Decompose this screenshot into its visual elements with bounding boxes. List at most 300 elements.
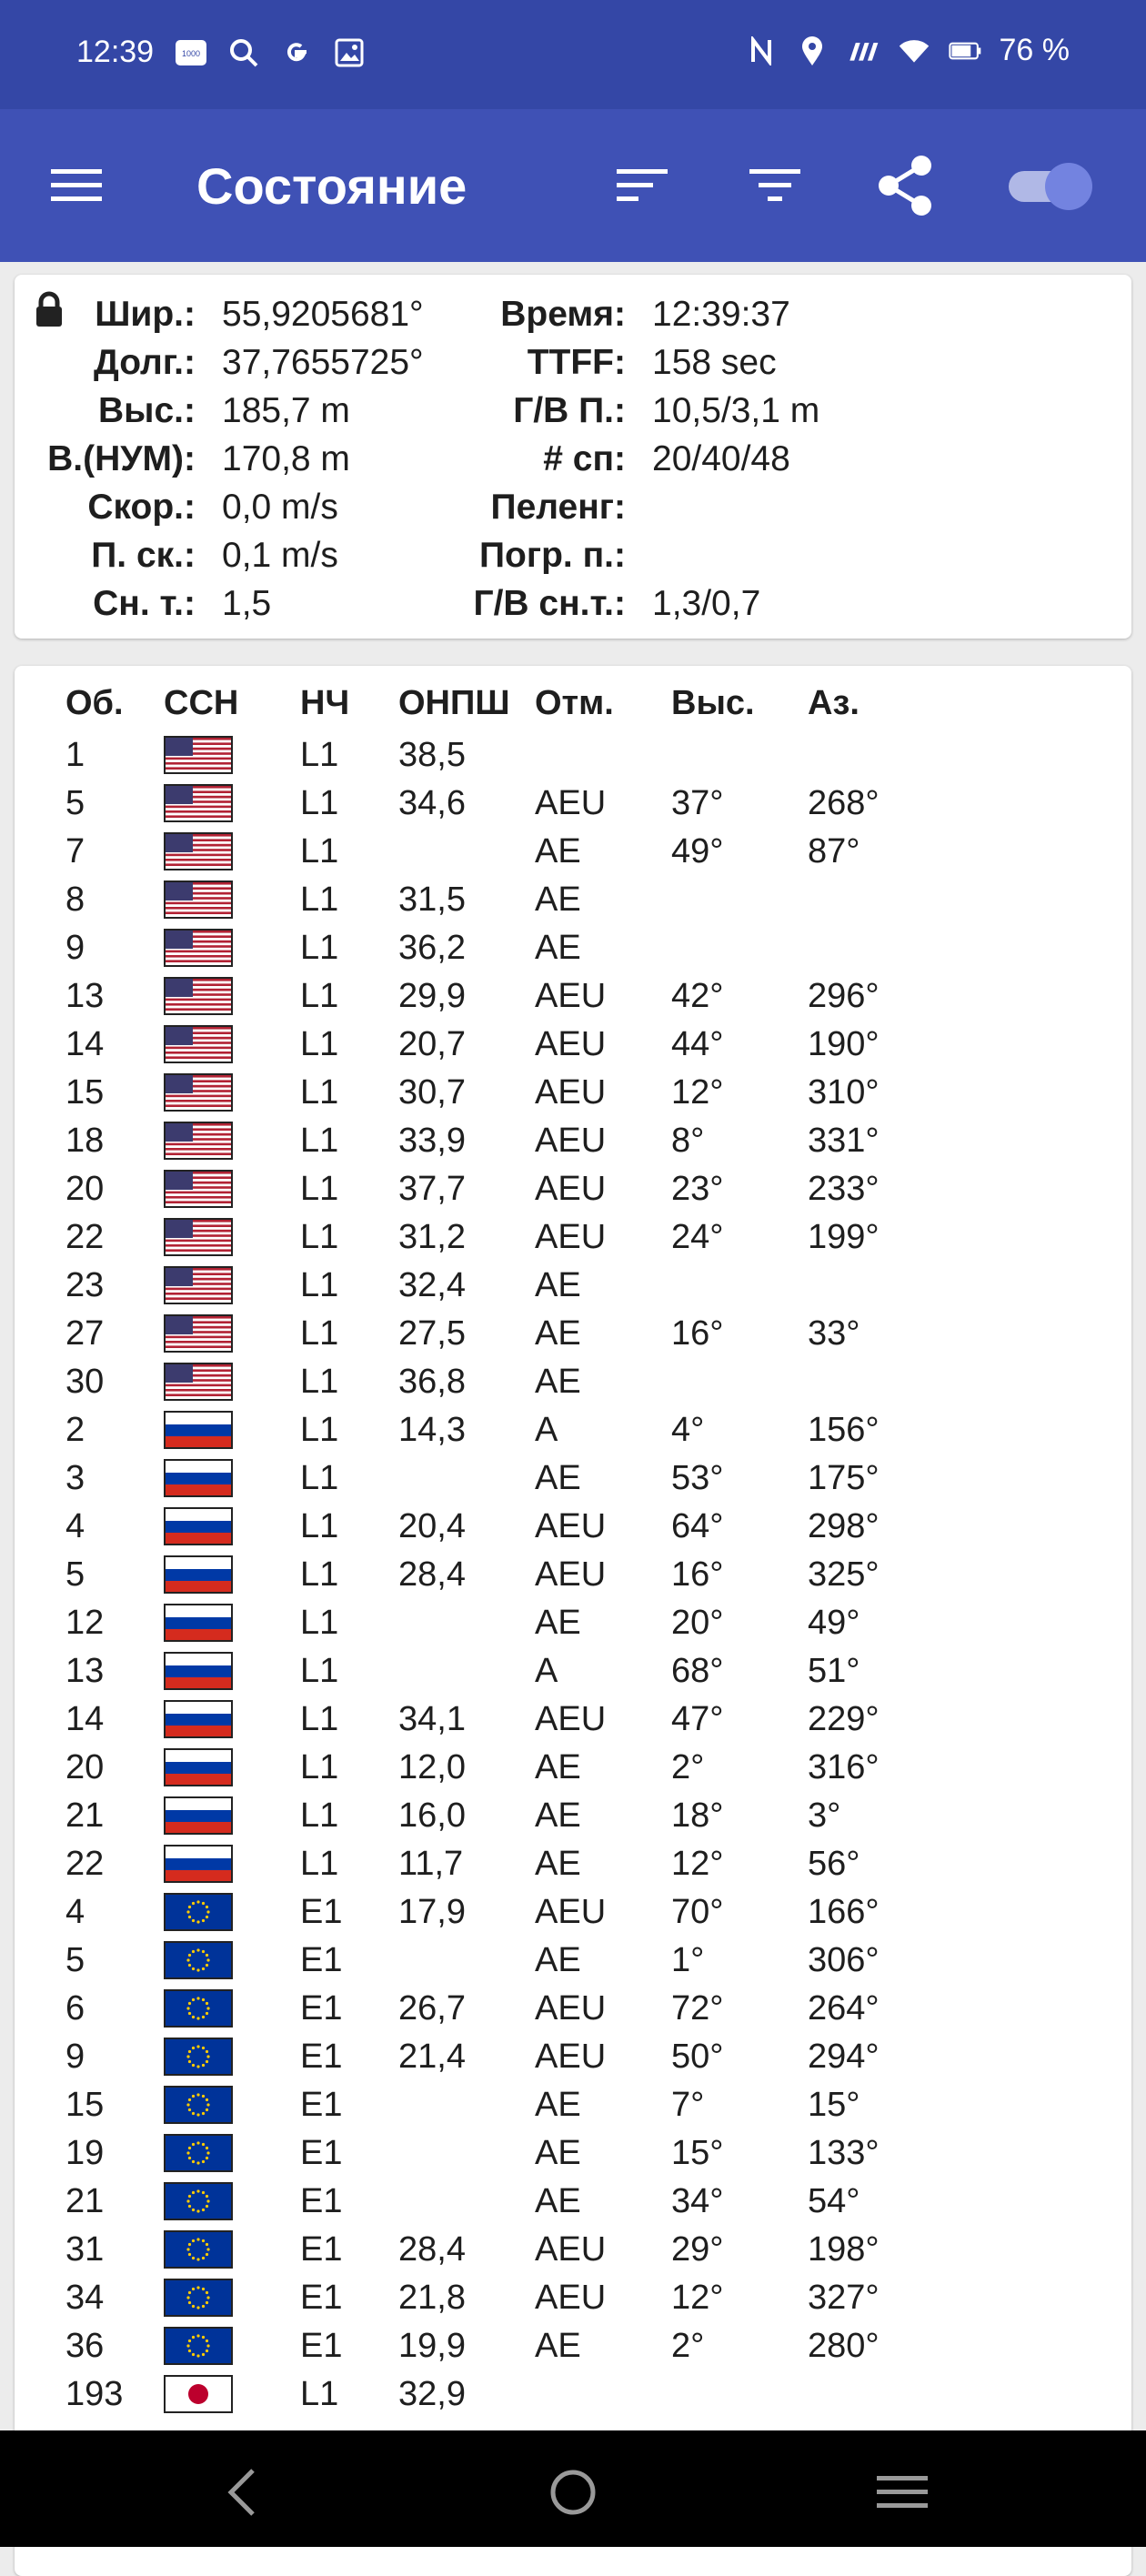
- sat-id: 8: [65, 880, 85, 919]
- status-label-pdop: Сн. т.:: [93, 584, 196, 623]
- sat-flags: AE: [535, 1363, 581, 1401]
- sat-band: L1: [300, 1218, 339, 1256]
- table-row: [0, 2081, 1146, 2129]
- sat-elevation: 1°: [671, 1941, 705, 1979]
- sat-band: L1: [300, 1507, 339, 1545]
- sat-flags: AEU: [535, 1893, 607, 1931]
- column-header-azimuth[interactable]: Аз.: [808, 684, 860, 722]
- sat-flags: AEU: [535, 2038, 607, 2076]
- sat-elevation: 8°: [671, 1122, 705, 1160]
- sat-elevation: 70°: [671, 1893, 724, 1931]
- us-flag-icon: [164, 1025, 233, 1063]
- sat-azimuth: 54°: [808, 2182, 860, 2220]
- eu-flag-icon: [164, 2182, 233, 2220]
- sat-flags: AEU: [535, 1170, 607, 1208]
- sat-id: 1: [65, 736, 85, 774]
- sat-cn0: 21,4: [398, 2038, 466, 2076]
- sat-elevation: 16°: [671, 1555, 724, 1594]
- table-row: [0, 2129, 1146, 2178]
- sat-flags: A: [535, 1652, 558, 1690]
- sat-flags: AE: [535, 1941, 581, 1979]
- sat-id: 13: [65, 977, 105, 1015]
- table-row: [0, 1647, 1146, 1696]
- table-row: [0, 828, 1146, 876]
- sat-azimuth: 190°: [808, 1025, 880, 1063]
- sort-icon[interactable]: [606, 149, 679, 222]
- sat-band: L1: [300, 1604, 339, 1642]
- sat-flags: AEU: [535, 784, 607, 822]
- table-row: [0, 1840, 1146, 1888]
- sat-flags: AE: [535, 1796, 581, 1835]
- sat-elevation: 42°: [671, 977, 724, 1015]
- sat-elevation: 20°: [671, 1604, 724, 1642]
- status-value-alt-msl: 170,8 m: [222, 439, 350, 478]
- sat-flags: AE: [535, 1748, 581, 1786]
- sat-cn0: 27,5: [398, 1314, 466, 1353]
- sat-azimuth: 87°: [808, 832, 860, 870]
- sat-band: L1: [300, 880, 339, 919]
- sat-flags: AE: [535, 1314, 581, 1353]
- table-row: [0, 2178, 1146, 2226]
- us-flag-icon: [164, 1363, 233, 1401]
- sim-card-icon: [175, 36, 207, 69]
- table-row: [0, 876, 1146, 924]
- sat-band: L1: [300, 1459, 339, 1497]
- sat-elevation: 64°: [671, 1507, 724, 1545]
- us-flag-icon: [164, 1073, 233, 1112]
- table-row: [0, 1503, 1146, 1551]
- sat-flags: AEU: [535, 1122, 607, 1160]
- sat-id: 12: [65, 1604, 105, 1642]
- sat-cn0: 16,0: [398, 1796, 466, 1835]
- sat-flags: A: [535, 1411, 558, 1449]
- sat-elevation: 23°: [671, 1170, 724, 1208]
- status-value-alt: 185,7 m: [222, 391, 350, 430]
- location-icon: [796, 35, 829, 67]
- status-bar: [0, 0, 1146, 109]
- sat-band: E1: [300, 2279, 343, 2317]
- status-value-speed-acc: 0,1 m/s: [222, 536, 338, 575]
- us-flag-icon: [164, 1266, 233, 1304]
- sat-band: L1: [300, 1122, 339, 1160]
- sat-flags: AE: [535, 880, 581, 919]
- table-row: [0, 780, 1146, 828]
- sat-azimuth: 133°: [808, 2134, 880, 2172]
- sat-azimuth: 33°: [808, 1314, 860, 1353]
- status-value-speed: 0,0 m/s: [222, 488, 338, 527]
- sat-cn0: 29,9: [398, 977, 466, 1015]
- sat-cn0: 20,7: [398, 1025, 466, 1063]
- sat-id: 3: [65, 1459, 85, 1497]
- svg-text:1000: 1000: [181, 49, 201, 58]
- sat-azimuth: 3°: [808, 1796, 841, 1835]
- table-row: [0, 2033, 1146, 2081]
- sat-cn0: 28,4: [398, 1555, 466, 1594]
- share-icon[interactable]: [870, 149, 942, 222]
- sat-elevation: 50°: [671, 2038, 724, 2076]
- table-row: [0, 1262, 1146, 1310]
- sat-id: 22: [65, 1845, 105, 1883]
- us-flag-icon: [164, 1122, 233, 1160]
- sat-elevation: 2°: [671, 1748, 705, 1786]
- sat-cn0: 17,9: [398, 1893, 466, 1931]
- sat-flags: AE: [535, 1845, 581, 1883]
- sat-id: 34: [65, 2279, 105, 2317]
- sat-azimuth: 229°: [808, 1700, 880, 1738]
- sat-band: L1: [300, 1073, 339, 1112]
- table-row: [0, 1454, 1146, 1503]
- status-label-time: Время:: [500, 295, 626, 334]
- ru-flag-icon: [164, 1796, 233, 1835]
- sat-id: 5: [65, 784, 85, 822]
- table-row: [0, 1406, 1146, 1454]
- us-flag-icon: [164, 1314, 233, 1353]
- sat-band: L1: [300, 1266, 339, 1304]
- sat-band: E1: [300, 1989, 343, 2028]
- sat-cn0: 36,8: [398, 1363, 466, 1401]
- table-row: [0, 1599, 1146, 1647]
- sat-cn0: 28,4: [398, 2230, 466, 2269]
- sat-flags: AE: [535, 832, 581, 870]
- sat-band: L1: [300, 736, 339, 774]
- sat-cn0: 37,7: [398, 1170, 466, 1208]
- column-header-band[interactable]: НЧ: [300, 684, 350, 722]
- search-icon: [227, 36, 260, 69]
- ru-flag-icon: [164, 1459, 233, 1497]
- sat-azimuth: 327°: [808, 2279, 880, 2317]
- status-value-hvdop: 1,3/0,7: [652, 584, 761, 623]
- sat-band: E1: [300, 1941, 343, 1979]
- status-value-time: 12:39:37: [652, 295, 790, 334]
- sat-azimuth: 264°: [808, 1989, 880, 2028]
- sat-id: 30: [65, 1363, 105, 1401]
- column-header-elevation[interactable]: Выс.: [671, 684, 755, 722]
- sat-azimuth: 325°: [808, 1555, 880, 1594]
- sat-azimuth: 294°: [808, 2038, 880, 2076]
- sat-id: 13: [65, 1652, 105, 1690]
- sat-band: E1: [300, 2086, 343, 2124]
- sat-cn0: 12,0: [398, 1748, 466, 1786]
- sat-band: E1: [300, 2134, 343, 2172]
- table-row: [0, 2274, 1146, 2322]
- table-row: [0, 731, 1146, 780]
- sat-band: L1: [300, 1411, 339, 1449]
- status-label-alt: Выс.:: [98, 391, 196, 430]
- column-header-constellation[interactable]: ССН: [164, 684, 239, 722]
- navigation-bar: [0, 2430, 1146, 2547]
- status-time: 12:39: [76, 35, 155, 69]
- sat-band: E1: [300, 2230, 343, 2269]
- sat-band: L1: [300, 1748, 339, 1786]
- sat-cn0: 20,4: [398, 1507, 466, 1545]
- sat-elevation: 16°: [671, 1314, 724, 1353]
- back-icon[interactable]: [206, 2456, 278, 2529]
- sat-flags: AEU: [535, 1989, 607, 2028]
- sat-band: L1: [300, 977, 339, 1015]
- sat-flags: AEU: [535, 1507, 607, 1545]
- ru-flag-icon: [164, 1604, 233, 1642]
- sat-id: 9: [65, 2038, 85, 2076]
- sat-band: L1: [300, 784, 339, 822]
- sat-azimuth: 306°: [808, 1941, 880, 1979]
- sat-flags: AEU: [535, 1025, 607, 1063]
- column-header-cn0[interactable]: ОНПШ: [398, 684, 510, 722]
- ru-flag-icon: [164, 1555, 233, 1594]
- sat-band: L1: [300, 1555, 339, 1594]
- us-flag-icon: [164, 832, 233, 870]
- sat-azimuth: 49°: [808, 1604, 860, 1642]
- ru-flag-icon: [164, 1700, 233, 1738]
- table-row: [0, 2370, 1146, 2419]
- column-header-id[interactable]: Об.: [65, 684, 124, 722]
- status-label-bearing-acc: Погр. п.:: [479, 536, 626, 575]
- sat-azimuth: 331°: [808, 1122, 880, 1160]
- sat-cn0: 32,9: [398, 2375, 466, 2413]
- eu-flag-icon: [164, 2134, 233, 2172]
- filter-icon[interactable]: [739, 149, 811, 222]
- status-value-pdop: 1,5: [222, 584, 272, 623]
- eu-flag-icon: [164, 2086, 233, 2124]
- sat-id: 15: [65, 2086, 105, 2124]
- status-label-hvdop: Г/В сн.т.:: [473, 584, 626, 623]
- sat-elevation: 44°: [671, 1025, 724, 1063]
- sat-band: L1: [300, 1652, 339, 1690]
- sat-flags: AEU: [535, 977, 607, 1015]
- sat-band: L1: [300, 1363, 339, 1401]
- battery-percent: 76 %: [999, 33, 1070, 67]
- sat-band: L1: [300, 832, 339, 870]
- status-label-speed: Скор.:: [87, 488, 196, 527]
- table-row: [0, 1310, 1146, 1358]
- sat-cn0: 14,3: [398, 1411, 466, 1449]
- home-icon[interactable]: [537, 2456, 609, 2529]
- sat-cn0: 32,4: [398, 1266, 466, 1304]
- sat-id: 193: [65, 2375, 124, 2413]
- sat-flags: AE: [535, 1604, 581, 1642]
- sat-azimuth: 51°: [808, 1652, 860, 1690]
- sat-band: E1: [300, 2038, 343, 2076]
- sat-azimuth: 268°: [808, 784, 880, 822]
- sat-id: 2: [65, 1411, 85, 1449]
- eu-flag-icon: [164, 1989, 233, 2028]
- status-label-acc: Г/В П.:: [513, 391, 626, 430]
- status-label-ttff: TTFF:: [527, 343, 626, 382]
- sat-band: L1: [300, 1314, 339, 1353]
- sat-flags: AE: [535, 1459, 581, 1497]
- ru-flag-icon: [164, 1748, 233, 1786]
- sat-band: L1: [300, 1845, 339, 1883]
- status-value-ttff: 158 sec: [652, 343, 777, 382]
- nfc-icon: [745, 35, 778, 67]
- google-icon: [280, 36, 313, 69]
- sat-flags: AE: [535, 929, 581, 967]
- sat-cn0: 36,2: [398, 929, 466, 967]
- sat-azimuth: 233°: [808, 1170, 880, 1208]
- ru-flag-icon: [164, 1411, 233, 1449]
- sat-cn0: 38,5: [398, 736, 466, 774]
- sat-azimuth: 56°: [808, 1845, 860, 1883]
- jp-flag-icon: [164, 2375, 233, 2413]
- signal-icon: [847, 35, 880, 67]
- sat-flags: AE: [535, 2182, 581, 2220]
- sat-id: 15: [65, 1073, 105, 1112]
- sat-id: 9: [65, 929, 85, 967]
- ru-flag-icon: [164, 1652, 233, 1690]
- sat-cn0: 31,2: [398, 1218, 466, 1256]
- sat-id: 20: [65, 1170, 105, 1208]
- sat-id: 20: [65, 1748, 105, 1786]
- sat-elevation: 12°: [671, 2279, 724, 2317]
- sat-elevation: 12°: [671, 1073, 724, 1112]
- ru-flag-icon: [164, 1845, 233, 1883]
- eu-flag-icon: [164, 1893, 233, 1931]
- ru-flag-icon: [164, 1507, 233, 1545]
- us-flag-icon: [164, 1218, 233, 1256]
- sat-id: 5: [65, 1941, 85, 1979]
- sat-id: 14: [65, 1025, 105, 1063]
- us-flag-icon: [164, 784, 233, 822]
- sat-flags: AE: [535, 1266, 581, 1304]
- table-row: [0, 972, 1146, 1021]
- table-row: [0, 1021, 1146, 1069]
- status-label-alt-msl: В.(НУМ):: [47, 439, 196, 478]
- status-label-lat: Шир.:: [95, 295, 196, 334]
- sat-azimuth: 198°: [808, 2230, 880, 2269]
- us-flag-icon: [164, 880, 233, 919]
- sat-elevation: 68°: [671, 1652, 724, 1690]
- status-label-lon: Долг.:: [93, 343, 196, 382]
- sat-elevation: 37°: [671, 784, 724, 822]
- app-bar: [0, 109, 1146, 262]
- eu-flag-icon: [164, 1941, 233, 1979]
- sat-id: 27: [65, 1314, 105, 1353]
- sat-flags: AE: [535, 2086, 581, 2124]
- sat-band: L1: [300, 929, 339, 967]
- status-label-bearing: Пеленг:: [490, 488, 626, 527]
- status-label-speed-acc: П. ск.:: [91, 536, 196, 575]
- sat-band: L1: [300, 1025, 339, 1063]
- sat-cn0: 26,7: [398, 1989, 466, 2028]
- status-value-acc: 10,5/3,1 m: [652, 391, 820, 430]
- toggle-switch[interactable]: [1000, 149, 1101, 222]
- sat-elevation: 18°: [671, 1796, 724, 1835]
- image-icon: [333, 36, 366, 69]
- sat-elevation: 12°: [671, 1845, 724, 1883]
- sat-azimuth: 310°: [808, 1073, 880, 1112]
- status-label-sats: # сп:: [543, 439, 626, 478]
- recents-icon[interactable]: [866, 2456, 939, 2529]
- sat-flags: AEU: [535, 1700, 607, 1738]
- sat-flags: AEU: [535, 2279, 607, 2317]
- sat-flags: AEU: [535, 1218, 607, 1256]
- us-flag-icon: [164, 977, 233, 1015]
- sat-azimuth: 15°: [808, 2086, 860, 2124]
- sat-cn0: 19,9: [398, 2327, 466, 2365]
- us-flag-icon: [164, 736, 233, 774]
- sat-id: 19: [65, 2134, 105, 2172]
- sat-id: 31: [65, 2230, 105, 2269]
- eu-flag-icon: [164, 2279, 233, 2317]
- table-row: [0, 2226, 1146, 2274]
- table-row: [0, 924, 1146, 972]
- sat-cn0: 30,7: [398, 1073, 466, 1112]
- sat-flags: AEU: [535, 1555, 607, 1594]
- wifi-icon: [898, 35, 930, 67]
- sat-id: 23: [65, 1266, 105, 1304]
- sat-id: 21: [65, 2182, 105, 2220]
- sat-flags: AE: [535, 2134, 581, 2172]
- column-header-flags[interactable]: Отм.: [535, 684, 614, 722]
- us-flag-icon: [164, 929, 233, 967]
- sat-id: 36: [65, 2327, 105, 2365]
- sat-elevation: 47°: [671, 1700, 724, 1738]
- sat-azimuth: 280°: [808, 2327, 880, 2365]
- sat-id: 4: [65, 1893, 85, 1931]
- sat-elevation: 15°: [671, 2134, 724, 2172]
- table-row: [0, 1165, 1146, 1213]
- eu-flag-icon: [164, 2230, 233, 2269]
- table-row: [0, 1744, 1146, 1792]
- sat-band: E1: [300, 2327, 343, 2365]
- sat-elevation: 4°: [671, 1411, 705, 1449]
- sat-azimuth: 156°: [808, 1411, 880, 1449]
- sat-azimuth: 298°: [808, 1507, 880, 1545]
- table-row: [0, 1985, 1146, 2033]
- sat-id: 6: [65, 1989, 85, 2028]
- sat-cn0: 21,8: [398, 2279, 466, 2317]
- sat-azimuth: 175°: [808, 1459, 880, 1497]
- sat-cn0: 33,9: [398, 1122, 466, 1160]
- sat-azimuth: 199°: [808, 1218, 880, 1256]
- table-row: [0, 1551, 1146, 1599]
- sat-id: 22: [65, 1218, 105, 1256]
- sat-band: L1: [300, 1700, 339, 1738]
- table-row: [0, 1213, 1146, 1262]
- table-row: [0, 1696, 1146, 1744]
- table-row: [0, 1117, 1146, 1165]
- table-row: [0, 1358, 1146, 1406]
- sat-cn0: 34,1: [398, 1700, 466, 1738]
- table-row: [0, 1792, 1146, 1840]
- table-row: [0, 2322, 1146, 2370]
- sat-elevation: 53°: [671, 1459, 724, 1497]
- sat-band: E1: [300, 1893, 343, 1931]
- sat-azimuth: 316°: [808, 1748, 880, 1786]
- sat-elevation: 7°: [671, 2086, 705, 2124]
- sat-elevation: 2°: [671, 2327, 705, 2365]
- sat-id: 7: [65, 832, 85, 870]
- sat-cn0: 34,6: [398, 784, 466, 822]
- sat-azimuth: 296°: [808, 977, 880, 1015]
- sat-azimuth: 166°: [808, 1893, 880, 1931]
- sat-id: 18: [65, 1122, 105, 1160]
- sat-id: 21: [65, 1796, 105, 1835]
- sat-elevation: 49°: [671, 832, 724, 870]
- page-title: Состояние: [196, 157, 467, 215]
- status-value-sats: 20/40/48: [652, 439, 790, 478]
- us-flag-icon: [164, 1170, 233, 1208]
- sat-band: L1: [300, 1796, 339, 1835]
- table-row: [0, 1937, 1146, 1985]
- sat-id: 14: [65, 1700, 105, 1738]
- eu-flag-icon: [164, 2327, 233, 2365]
- table-row: [0, 1888, 1146, 1937]
- eu-flag-icon: [164, 2038, 233, 2076]
- sat-flags: AEU: [535, 2230, 607, 2269]
- sat-cn0: 31,5: [398, 880, 466, 919]
- status-value-lat: 55,9205681°: [222, 295, 424, 334]
- menu-icon[interactable]: [40, 149, 113, 222]
